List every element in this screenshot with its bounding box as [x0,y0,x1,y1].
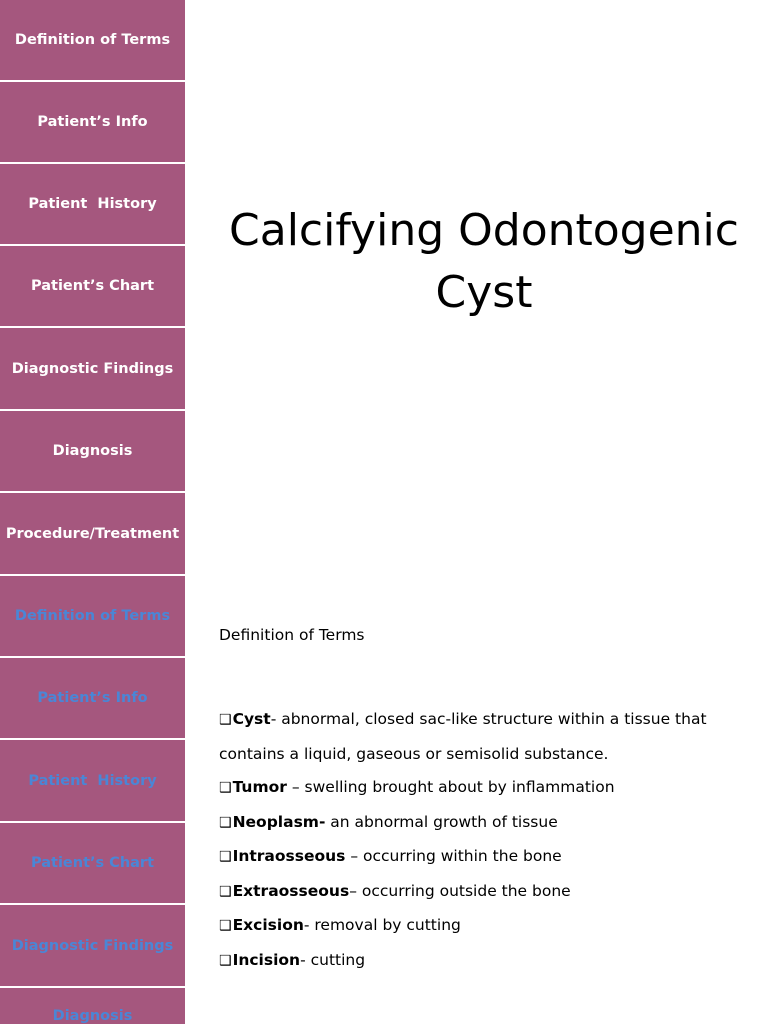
definition-term: Cyst [232,710,271,728]
sidebar-item-label: Patient History [28,196,157,212]
definition-item-neoplasm [219,813,749,831]
sidebar-item-label: Definition of Terms [14,32,171,48]
checkbox-icon: ❑ [219,780,232,796]
sidebar-item-label: Patient History [28,772,157,789]
definition-item-extraosseous [219,882,749,900]
definition-term: Excision [232,916,304,934]
checkbox-icon: ❑ [219,953,232,969]
definition-term: Extraosseous [232,882,350,900]
checkbox-icon: ❑ [219,712,232,728]
sidebar-item-label: Diagnosis [52,1008,133,1024]
sidebar-item-patient-history-alt[interactable] [0,740,185,823]
sidebar-item-diagnosis[interactable] [0,411,185,493]
sidebar-item-label: Definition of Terms [14,608,171,624]
definition-description: - abnormal, closed sac-like structure within a tissue that contains a liquid, gaseous or semisolid substance. [219,710,707,763]
sidebar-item-label: Diagnostic Findings [11,937,174,954]
sidebar-item-diagnosis-alt[interactable] [0,988,185,1024]
sidebar-item-diagnostic-findings[interactable] [0,328,185,411]
sidebar-item-procedure-treatment[interactable] [0,493,185,576]
sidebar-item-patients-info-alt[interactable] [0,658,185,740]
page-title-line2: Cyst [435,267,533,318]
page-title [200,200,768,324]
definition-item-intraosseous [219,847,749,865]
sidebar-item-patients-info[interactable] [0,82,185,164]
sidebar-nav [0,0,185,1024]
sidebar-item-label: Procedure/Treatment [5,525,180,542]
sidebar-item-label: Patient’s Info [37,114,148,130]
definition-term: Incision [232,951,301,969]
definitions-heading: Definition of Terms [219,626,365,644]
definition-description: an abnormal growth of tissue [325,813,558,831]
sidebar-item-patient-history[interactable] [0,164,185,246]
sidebar-item-definition-of-terms[interactable] [0,0,185,82]
definition-item-incision [219,951,749,969]
definition-item-excision [219,916,749,934]
sidebar-item-patients-chart-alt[interactable] [0,823,185,905]
definition-description: - cutting [300,951,366,969]
definition-description: – swelling brought about by inflammation [286,778,615,796]
definition-term: Neoplasm- [232,813,326,831]
sidebar-item-label: Patient’s Chart [30,855,155,871]
definition-item-tumor [219,778,749,796]
checkbox-icon: ❑ [219,884,232,900]
sidebar-item-label: Patient’s Chart [30,278,155,294]
definition-term: Intraosseous [232,847,346,865]
page-title-line1: Calcifying Odontogenic [229,205,739,256]
checkbox-icon: ❑ [219,918,232,934]
checkbox-icon: ❑ [219,849,232,865]
definition-item-cyst [219,702,749,771]
definition-description: – occurring outside the bone [349,882,571,900]
definition-description: - removal by cutting [303,916,461,934]
sidebar-item-diagnostic-findings-alt[interactable] [0,905,185,988]
definition-term: Tumor [232,778,287,796]
sidebar-item-label: Diagnosis [52,443,133,459]
sidebar-item-label: Diagnostic Findings [11,360,174,377]
sidebar-item-patients-chart[interactable] [0,246,185,328]
sidebar-item-label: Patient’s Info [37,690,148,706]
checkbox-icon: ❑ [219,815,232,831]
sidebar-item-definition-of-terms-alt[interactable] [0,576,185,658]
definition-description: – occurring within the bone [345,847,562,865]
